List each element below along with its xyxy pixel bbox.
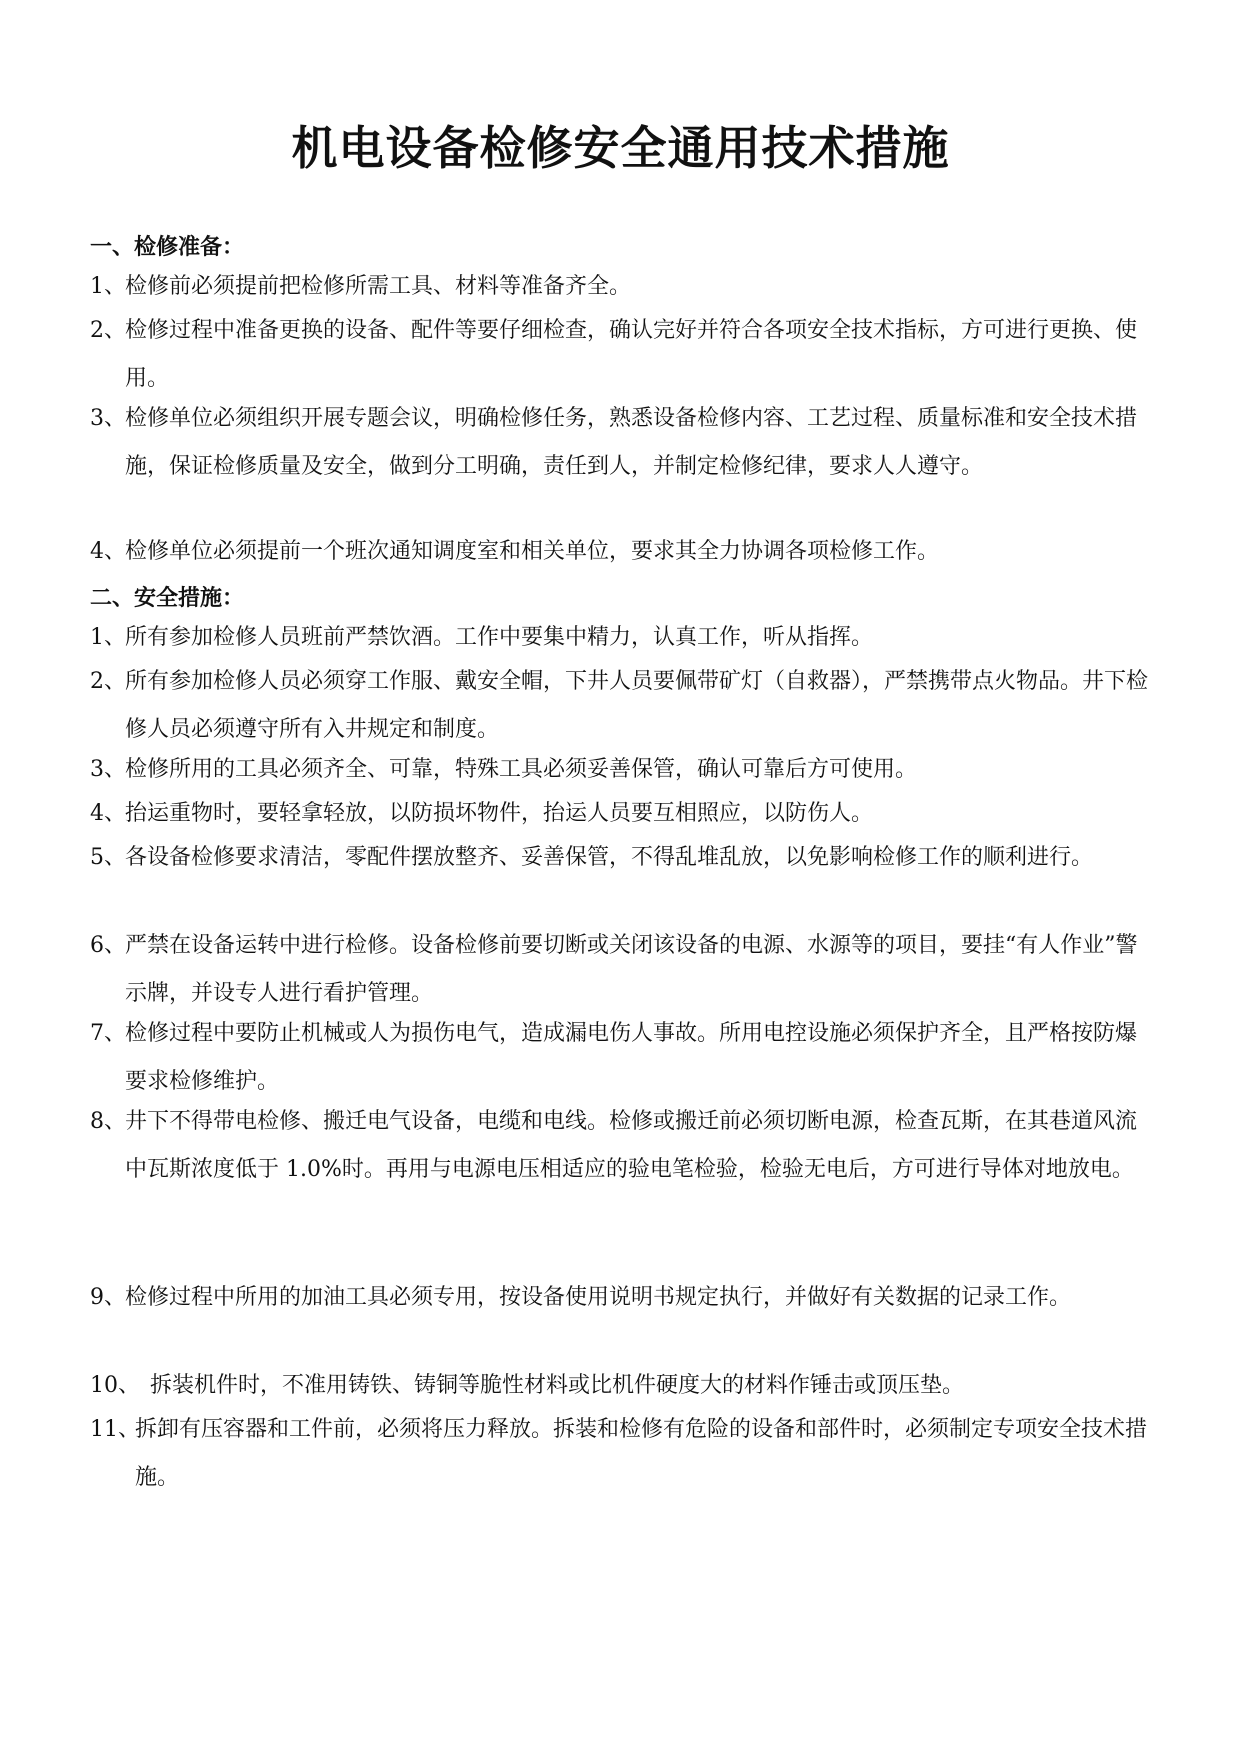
item-number: 3、 — [90, 757, 126, 782]
item-number: 7、 — [90, 1021, 126, 1046]
item-text: 拆装机件时，不准用铸铁、铸铜等脆性材料或比机件硬度大的材料作锤击或顶压垫。 — [150, 1373, 965, 1398]
item-number: 8、 — [90, 1109, 126, 1134]
item-text: 检修所用的工具必须齐全、可靠，特殊工具必须妥善保管，确认可靠后方可使用。 — [125, 757, 918, 782]
item-text: 检修过程中要防止机械或人为损伤电气，造成漏电伤人事故。所用电控设施必须保护齐全，且严格按防爆要求检修维护。 — [125, 1021, 1138, 1094]
item-text: 检修过程中准备更换的设备、配件等要仔细检查，确认完好并符合各项安全技术指标，方可进行更换、使用。 — [125, 318, 1138, 391]
list-item — [90, 658, 1152, 754]
item-number: 3、 — [90, 406, 126, 431]
section-heading-safety: 二、安全措施： — [90, 585, 245, 611]
item-number: 4、 — [90, 539, 126, 564]
list-item — [90, 834, 1152, 882]
item-text: 检修单位必须提前一个班次通知调度室和相关单位，要求其全力协调各项检修工作。 — [125, 539, 940, 564]
item-text: 各设备检修要求清洁，零配件摆放整齐、妥善保管，不得乱堆乱放，以免影响检修工作的顺利进行。 — [125, 845, 1094, 870]
item-text: 检修单位必须组织开展专题会议，明确检修任务，熟悉设备检修内容、工艺过程、质量标准和安全技术措施，保证检修质量及安全，做到分工明确，责任到人，并制定检修纪律，要求人人遵守。 — [125, 406, 1138, 479]
item-number: 5、 — [90, 845, 126, 870]
item-text: 抬运重物时，要轻拿轻放，以防损坏物件，抬运人员要互相照应，以防伤人。 — [125, 801, 874, 826]
list-item — [90, 528, 1152, 576]
item-number: 9、 — [90, 1285, 126, 1310]
list-item — [90, 263, 1152, 311]
list-item — [90, 1010, 1152, 1106]
list-item — [90, 746, 1152, 794]
item-number: 1、 — [90, 625, 126, 650]
document-title: 机电设备检修安全通用技术措施 — [291, 121, 950, 175]
item-number: 4、 — [90, 801, 126, 826]
item-text: 所有参加检修人员必须穿工作服、戴安全帽，下井人员要佩带矿灯（自救器），严禁携带点火物品。井下检修人员必须遵守所有入井规定和制度。 — [125, 669, 1149, 742]
item-text: 严禁在设备运转中进行检修。设备检修前要切断或关闭该设备的电源、水源等的项目，要挂“有人作业”警示牌，并设专人进行看护管理。 — [125, 933, 1138, 1006]
item-number: 11、 — [90, 1417, 140, 1442]
item-text: 拆卸有压容器和工件前，必须将压力释放。拆装和检修有危险的设备和部件时，必须制定专项安全技术措施。 — [135, 1417, 1148, 1490]
item-number: 6、 — [90, 933, 126, 958]
item-number: 1、 — [90, 274, 126, 299]
item-number: 2、 — [90, 318, 126, 343]
list-item — [90, 1274, 1152, 1322]
list-item — [90, 307, 1152, 403]
item-number: 10、 — [90, 1373, 140, 1398]
list-item — [90, 790, 1152, 838]
item-text: 检修前必须提前把检修所需工具、材料等准备齐全。 — [125, 274, 632, 299]
section-heading-preparation: 一、检修准备： — [90, 234, 245, 260]
item-number: 2、 — [90, 669, 126, 694]
item-text: 所有参加检修人员班前严禁饮酒。工作中要集中精力，认真工作，听从指挥。 — [125, 625, 874, 650]
list-item — [90, 614, 1152, 662]
list-item — [90, 1098, 1152, 1194]
list-item — [90, 922, 1152, 1018]
item-text: 井下不得带电检修、搬迁电气设备，电缆和电线。检修或搬迁前必须切断电源，检查瓦斯，在其巷道风流中瓦斯浓度低于 1.0%时。再用与电源电压相适应的验电笔检验，检验无电后，方可进行导体对地放电。 — [125, 1109, 1138, 1182]
item-text: 检修过程中所用的加油工具必须专用，按设备使用说明书规定执行，并做好有关数据的记录工作。 — [125, 1285, 1072, 1310]
list-item — [90, 395, 1152, 491]
list-item — [90, 1406, 1152, 1502]
list-item — [90, 1362, 1152, 1410]
